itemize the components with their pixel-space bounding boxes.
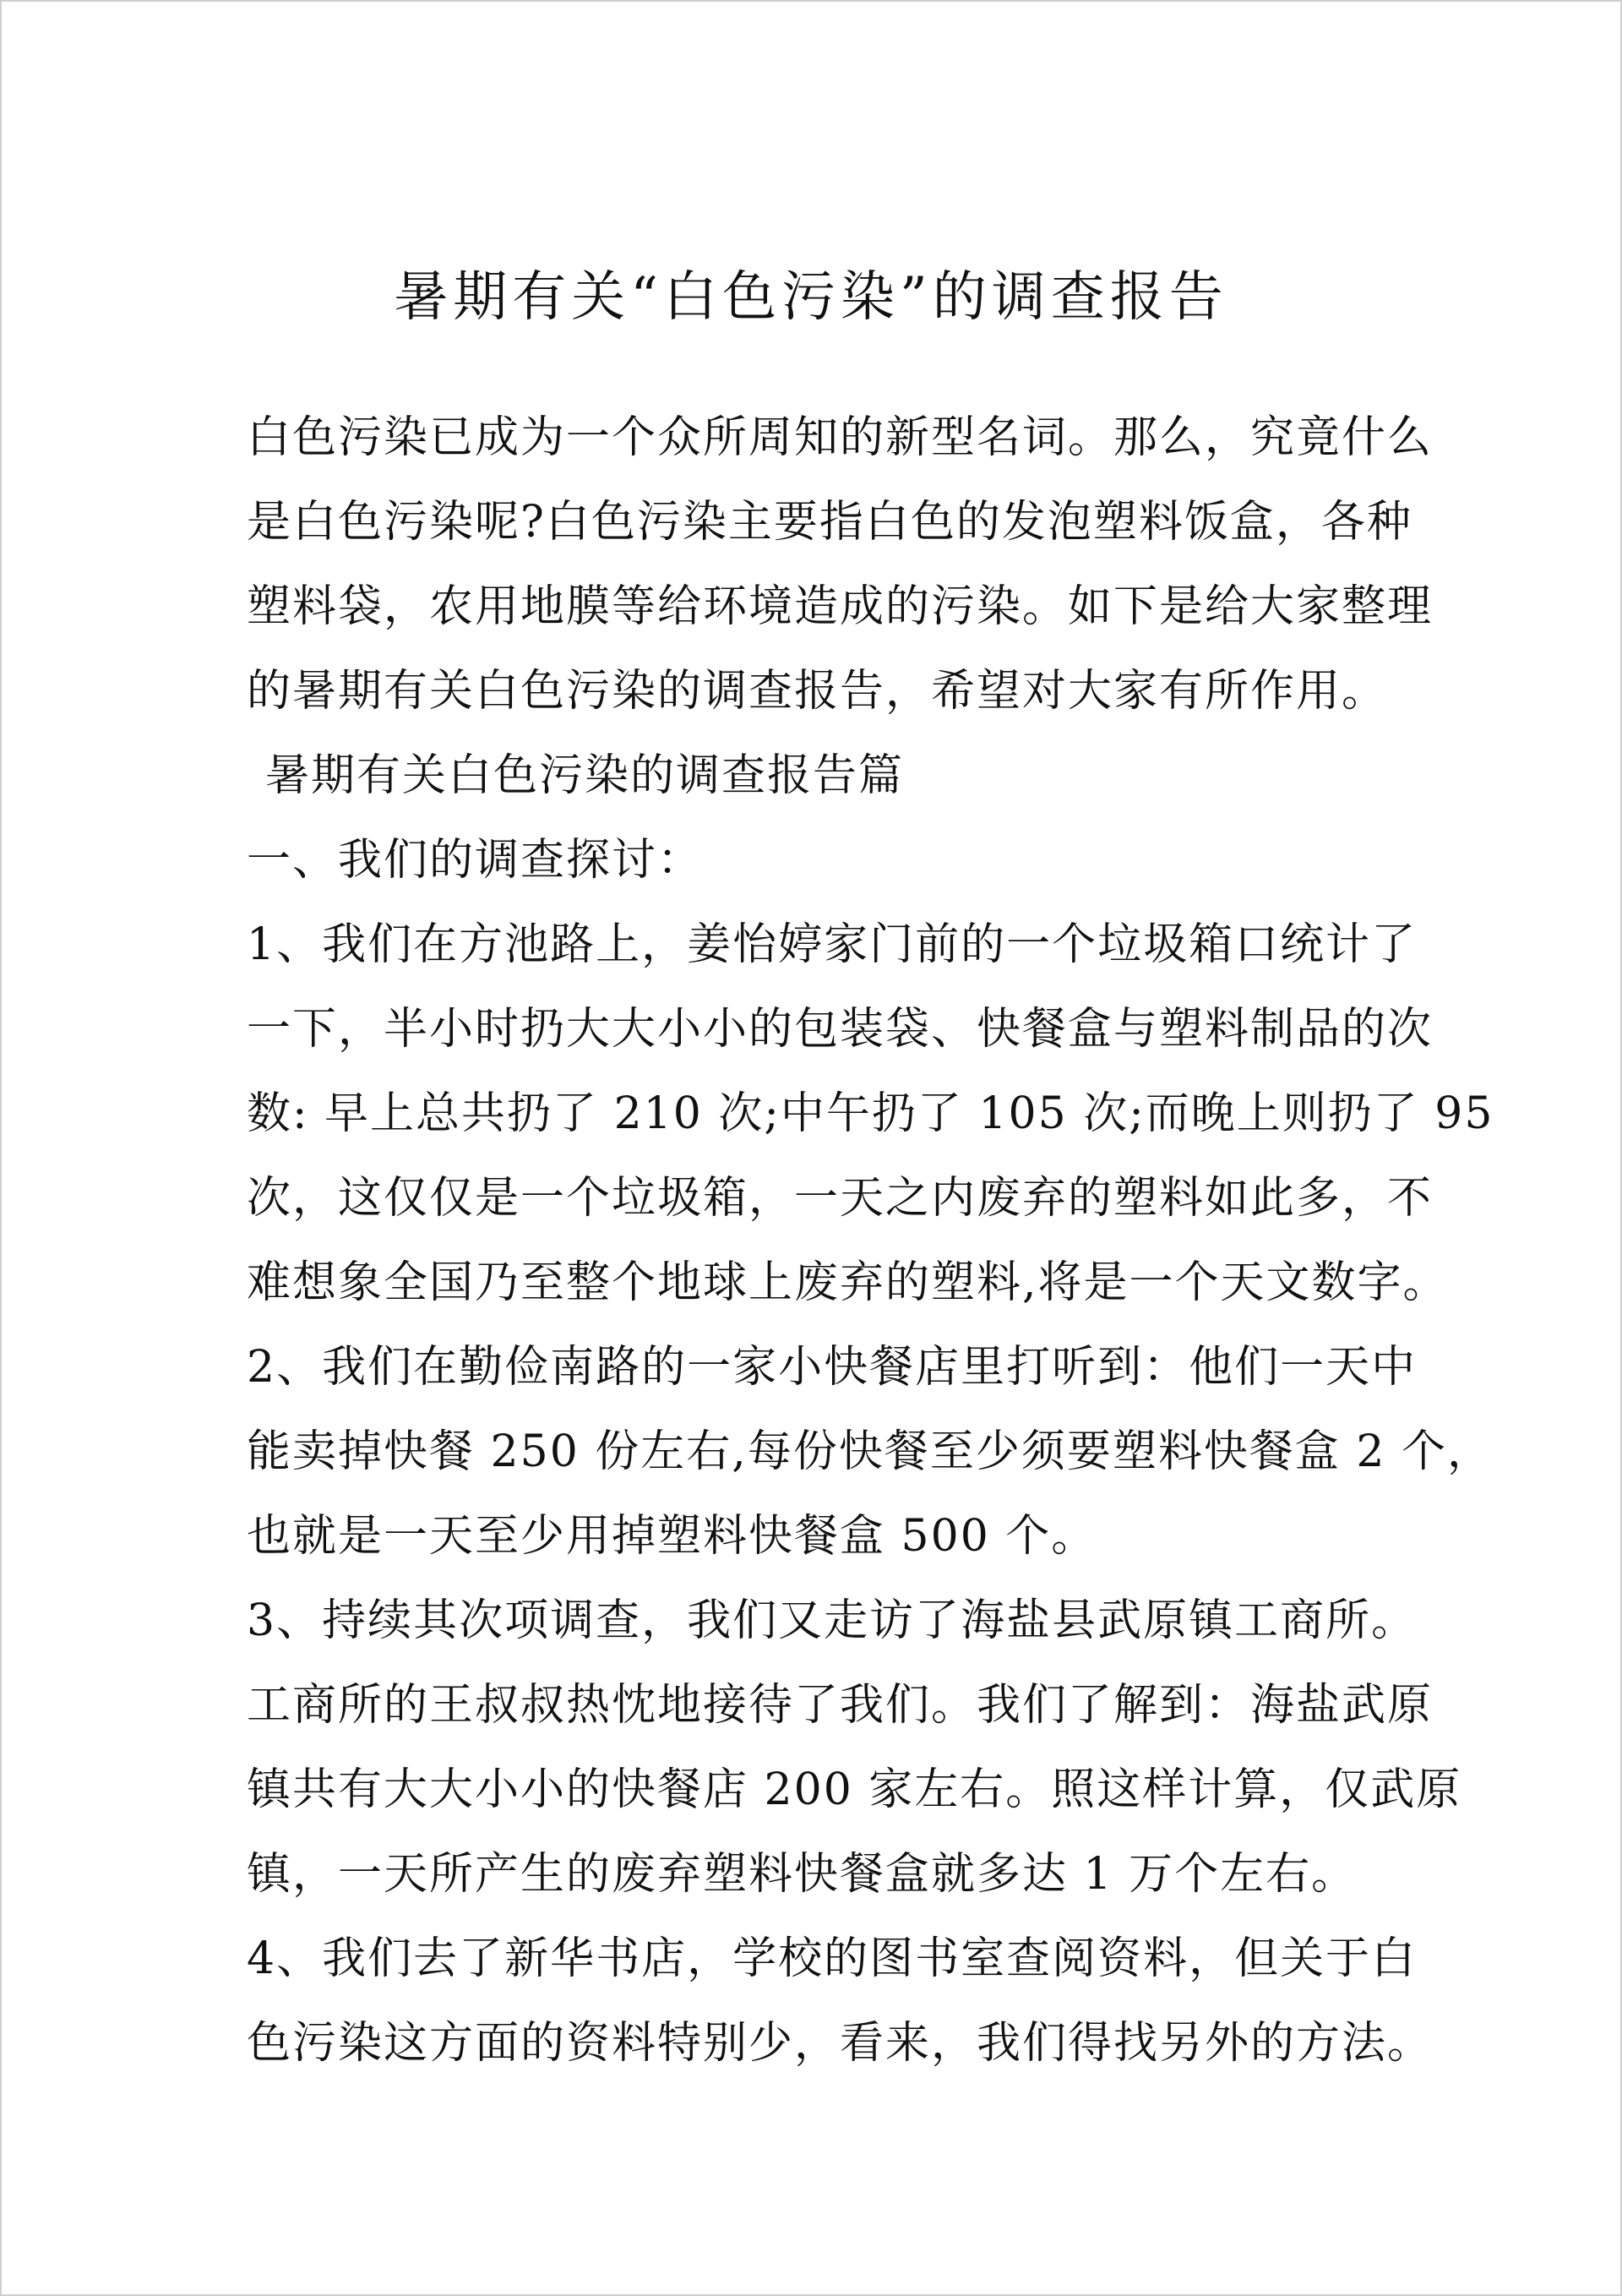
body-line: 也就是一天至少用掉塑料快餐盒 500 个。	[247, 1511, 1097, 1562]
body-line: 次，这仅仅是一个垃圾箱，一天之内废弃的塑料如此多，不	[247, 1173, 1434, 1224]
body-line: 4、我们去了新华书店，学校的图书室查阅资料，但关于白	[247, 1933, 1418, 1984]
body-line: 白色污染已成为一个众所周知的新型名词。那么，究竟什么	[247, 412, 1434, 463]
body-line: 塑料袋，农用地膜等给环境造成的污染。如下是给大家整理	[247, 581, 1434, 632]
section-heading: 暑期有关白色污染的调查报告篇	[265, 750, 905, 801]
subsection-heading: 一、我们的调查探讨：	[247, 835, 704, 886]
body-line: 一下，半小时扔大大小小的包装袋、快餐盒与塑料制品的次	[247, 1004, 1434, 1055]
body-line: 色污染这方面的资料特别少，看来，我们得找另外的方法。	[247, 2018, 1434, 2069]
body-line: 1、我们在方池路上，姜怡婷家门前的一个垃圾箱口统计了	[247, 919, 1418, 970]
body-line: 的暑期有关白色污染的调查报告，希望对大家有所作用。	[247, 666, 1388, 717]
document-title: 暑期有关“白色污染”的调查报告	[394, 266, 1228, 329]
body-line: 难想象全国乃至整个地球上废弃的塑料,将是一个天文数字。	[247, 1257, 1449, 1308]
body-line: 2、我们在勤俭南路的一家小快餐店里打听到：他们一天中	[247, 1342, 1418, 1393]
body-line: 镇，一天所产生的废弃塑料快餐盒就多达 1 万个左右。	[247, 1849, 1358, 1900]
body-line: 工商所的王叔叔热忱地接待了我们。我们了解到：海盐武原	[247, 1680, 1434, 1731]
body-line: 数: 早上总共扔了 210 次;中午扔了 105 次;而晚上则扔了 95	[247, 1088, 1494, 1139]
body-line: 是白色污染呢?白色污染主要指白色的发泡塑料饭盒，各种	[247, 497, 1412, 548]
document-body	[247, 395, 1494, 2086]
body-line: 3、持续其次项调查，我们又走访了海盐县武原镇工商所。	[247, 1595, 1418, 1646]
body-line: 镇共有大大小小的快餐店 200 家左右。照这样计算，仅武原	[247, 1764, 1462, 1815]
body-line: 能卖掉快餐 250 份左右,每份快餐至少须要塑料快餐盒 2 个，	[247, 1426, 1493, 1477]
